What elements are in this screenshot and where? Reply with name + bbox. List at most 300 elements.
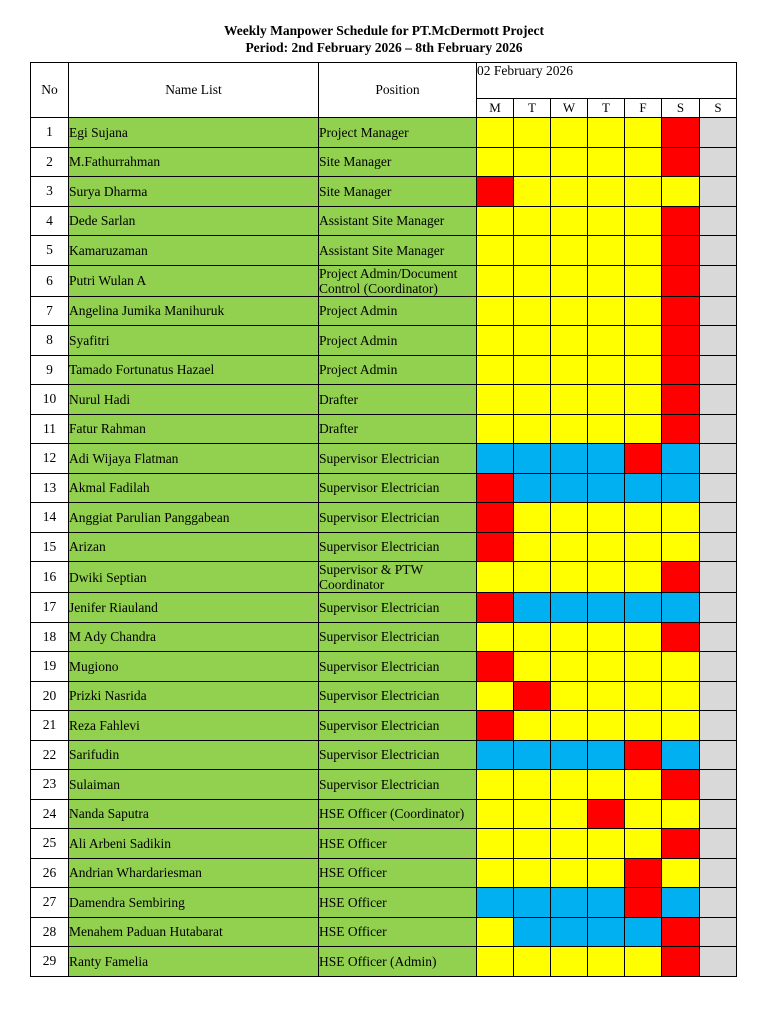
- row-number: 21: [31, 711, 69, 741]
- employee-position: Assistant Site Manager: [319, 236, 477, 266]
- row-number: 8: [31, 326, 69, 356]
- row-number: 9: [31, 355, 69, 385]
- day-cell-thu: [588, 118, 625, 148]
- day-cell-tue: [514, 444, 551, 474]
- day-cell-tue: [514, 326, 551, 356]
- employee-name: M Ady Chandra: [69, 622, 319, 652]
- row-number: 3: [31, 177, 69, 207]
- table-row: [31, 147, 737, 177]
- employee-position: HSE Officer: [319, 888, 477, 918]
- table-row: [31, 858, 737, 888]
- employee-position: Supervisor Electrician: [319, 622, 477, 652]
- day-cell-fri: [625, 593, 662, 623]
- day-cell-sat: [662, 147, 700, 177]
- employee-position: Supervisor Electrician: [319, 711, 477, 741]
- day-cell-tue: [514, 206, 551, 236]
- day-cell-thu: [588, 177, 625, 207]
- day-cell-thu: [588, 947, 625, 977]
- day-cell-fri: [625, 265, 662, 296]
- employee-name: Dwiki Septian: [69, 562, 319, 593]
- row-number: 22: [31, 740, 69, 770]
- row-number: 12: [31, 444, 69, 474]
- day-cell-sun: [700, 770, 737, 800]
- table-row: [31, 681, 737, 711]
- table-row: [31, 444, 737, 474]
- day-cell-sun: [700, 473, 737, 503]
- employee-name: Adi Wijaya Flatman: [69, 444, 319, 474]
- day-cell-wed: [551, 118, 588, 148]
- day-cell-sun: [700, 562, 737, 593]
- day-header-tue: T: [514, 98, 551, 117]
- day-cell-sun: [700, 858, 737, 888]
- day-cell-sat: [662, 593, 700, 623]
- day-cell-sun: [700, 326, 737, 356]
- day-cell-sun: [700, 177, 737, 207]
- day-cell-tue: [514, 236, 551, 266]
- day-header-thu: T: [588, 98, 625, 117]
- day-cell-fri: [625, 414, 662, 444]
- day-cell-sun: [700, 740, 737, 770]
- employee-name: Surya Dharma: [69, 177, 319, 207]
- day-cell-fri: [625, 473, 662, 503]
- day-cell-wed: [551, 917, 588, 947]
- employee-position: HSE Officer: [319, 858, 477, 888]
- day-header-wed: W: [551, 98, 588, 117]
- row-number: 27: [31, 888, 69, 918]
- day-cell-mon: [477, 265, 514, 296]
- day-cell-sun: [700, 681, 737, 711]
- day-cell-sun: [700, 888, 737, 918]
- day-cell-wed: [551, 236, 588, 266]
- employee-name: Putri Wulan A: [69, 265, 319, 296]
- day-cell-sat: [662, 177, 700, 207]
- day-cell-tue: [514, 355, 551, 385]
- table-row: [31, 532, 737, 562]
- day-cell-wed: [551, 503, 588, 533]
- employee-position: HSE Officer (Admin): [319, 947, 477, 977]
- day-cell-wed: [551, 770, 588, 800]
- day-cell-thu: [588, 147, 625, 177]
- day-cell-wed: [551, 681, 588, 711]
- day-cell-tue: [514, 799, 551, 829]
- day-cell-fri: [625, 503, 662, 533]
- day-cell-wed: [551, 265, 588, 296]
- day-cell-wed: [551, 206, 588, 236]
- employee-name: M.Fathurrahman: [69, 147, 319, 177]
- employee-name: Mugiono: [69, 652, 319, 682]
- day-header-mon: M: [477, 98, 514, 117]
- table-row: [31, 503, 737, 533]
- day-cell-tue: [514, 770, 551, 800]
- day-cell-wed: [551, 652, 588, 682]
- day-cell-sun: [700, 622, 737, 652]
- employee-position: Supervisor Electrician: [319, 740, 477, 770]
- day-cell-wed: [551, 829, 588, 859]
- table-row: [31, 652, 737, 682]
- row-number: 5: [31, 236, 69, 266]
- employee-name: Prizki Nasrida: [69, 681, 319, 711]
- row-number: 1: [31, 118, 69, 148]
- day-cell-sat: [662, 326, 700, 356]
- employee-name: Ranty Famelia: [69, 947, 319, 977]
- header-name-list: Name List: [69, 63, 319, 118]
- day-cell-sat: [662, 296, 700, 326]
- day-cell-thu: [588, 562, 625, 593]
- table-row: [31, 355, 737, 385]
- day-cell-tue: [514, 385, 551, 415]
- row-number: 24: [31, 799, 69, 829]
- day-cell-fri: [625, 177, 662, 207]
- day-cell-fri: [625, 652, 662, 682]
- day-cell-sat: [662, 829, 700, 859]
- day-cell-sat: [662, 503, 700, 533]
- day-cell-fri: [625, 711, 662, 741]
- day-cell-sat: [662, 444, 700, 474]
- table-row: [31, 265, 737, 296]
- row-number: 17: [31, 593, 69, 623]
- day-cell-sat: [662, 562, 700, 593]
- day-cell-wed: [551, 532, 588, 562]
- table-row: [31, 414, 737, 444]
- employee-name: Sarifudin: [69, 740, 319, 770]
- day-cell-wed: [551, 858, 588, 888]
- table-row: [31, 385, 737, 415]
- day-cell-sun: [700, 355, 737, 385]
- employee-position: Project Admin: [319, 326, 477, 356]
- day-cell-thu: [588, 711, 625, 741]
- day-cell-sat: [662, 740, 700, 770]
- employee-name: Anggiat Parulian Panggabean: [69, 503, 319, 533]
- day-cell-fri: [625, 326, 662, 356]
- employee-position: Drafter: [319, 385, 477, 415]
- day-cell-thu: [588, 770, 625, 800]
- day-cell-wed: [551, 947, 588, 977]
- employee-name: Fatur Rahman: [69, 414, 319, 444]
- day-cell-tue: [514, 593, 551, 623]
- day-cell-sat: [662, 473, 700, 503]
- day-cell-sun: [700, 118, 737, 148]
- day-cell-fri: [625, 206, 662, 236]
- day-cell-mon: [477, 236, 514, 266]
- day-cell-sun: [700, 532, 737, 562]
- table-row: [31, 829, 737, 859]
- day-cell-thu: [588, 917, 625, 947]
- employee-position: Supervisor Electrician: [319, 473, 477, 503]
- day-cell-sat: [662, 206, 700, 236]
- day-cell-tue: [514, 829, 551, 859]
- day-cell-mon: [477, 888, 514, 918]
- employee-position: Assistant Site Manager: [319, 206, 477, 236]
- employee-position: Project Manager: [319, 118, 477, 148]
- day-cell-thu: [588, 681, 625, 711]
- document-title: Weekly Manpower Schedule for PT.McDermott Project: [224, 23, 544, 38]
- day-cell-mon: [477, 473, 514, 503]
- employee-name: Jenifer Riauland: [69, 593, 319, 623]
- employee-position: Site Manager: [319, 177, 477, 207]
- employee-name: Egi Sujana: [69, 118, 319, 148]
- row-number: 23: [31, 770, 69, 800]
- day-cell-fri: [625, 770, 662, 800]
- day-cell-wed: [551, 711, 588, 741]
- day-cell-sat: [662, 770, 700, 800]
- employee-name: Damendra Sembiring: [69, 888, 319, 918]
- day-cell-wed: [551, 385, 588, 415]
- row-number: 29: [31, 947, 69, 977]
- day-cell-fri: [625, 385, 662, 415]
- day-cell-thu: [588, 532, 625, 562]
- employee-name: Arizan: [69, 532, 319, 562]
- employee-position: Project Admin: [319, 355, 477, 385]
- header-no: No: [31, 63, 69, 118]
- day-cell-tue: [514, 532, 551, 562]
- day-cell-sun: [700, 296, 737, 326]
- day-header-sun: S: [700, 98, 737, 117]
- day-cell-mon: [477, 147, 514, 177]
- day-cell-thu: [588, 236, 625, 266]
- day-cell-fri: [625, 118, 662, 148]
- employee-position: Supervisor & PTW Coordinator: [319, 562, 477, 593]
- table-row: [31, 177, 737, 207]
- day-cell-thu: [588, 593, 625, 623]
- day-cell-sat: [662, 917, 700, 947]
- day-cell-sat: [662, 265, 700, 296]
- schedule-body: [31, 118, 737, 977]
- day-cell-tue: [514, 118, 551, 148]
- row-number: 16: [31, 562, 69, 593]
- day-cell-thu: [588, 355, 625, 385]
- day-cell-sun: [700, 947, 737, 977]
- day-cell-mon: [477, 562, 514, 593]
- table-row: [31, 296, 737, 326]
- day-cell-tue: [514, 947, 551, 977]
- day-cell-mon: [477, 652, 514, 682]
- day-cell-sun: [700, 799, 737, 829]
- row-number: 7: [31, 296, 69, 326]
- day-cell-mon: [477, 711, 514, 741]
- day-cell-thu: [588, 622, 625, 652]
- day-cell-thu: [588, 326, 625, 356]
- day-cell-tue: [514, 858, 551, 888]
- day-cell-wed: [551, 740, 588, 770]
- day-cell-fri: [625, 532, 662, 562]
- day-cell-tue: [514, 917, 551, 947]
- employee-name: Kamaruzaman: [69, 236, 319, 266]
- day-cell-thu: [588, 414, 625, 444]
- day-cell-mon: [477, 740, 514, 770]
- day-cell-sun: [700, 414, 737, 444]
- table-row: [31, 118, 737, 148]
- day-cell-sat: [662, 799, 700, 829]
- employee-position: Supervisor Electrician: [319, 593, 477, 623]
- table-row: [31, 947, 737, 977]
- day-cell-mon: [477, 355, 514, 385]
- day-cell-tue: [514, 681, 551, 711]
- employee-name: Sulaiman: [69, 770, 319, 800]
- table-row: [31, 770, 737, 800]
- table-row: [31, 236, 737, 266]
- day-cell-wed: [551, 473, 588, 503]
- table-row: [31, 562, 737, 593]
- day-cell-sat: [662, 414, 700, 444]
- day-cell-tue: [514, 652, 551, 682]
- day-cell-sat: [662, 711, 700, 741]
- employee-position: Project Admin: [319, 296, 477, 326]
- document-period: Period: 2nd February 2026 – 8th February 2026: [245, 40, 523, 55]
- day-cell-sun: [700, 829, 737, 859]
- day-cell-sat: [662, 532, 700, 562]
- employee-name: Tamado Fortunatus Hazael: [69, 355, 319, 385]
- day-cell-sun: [700, 444, 737, 474]
- day-cell-mon: [477, 326, 514, 356]
- table-row: [31, 917, 737, 947]
- row-number: 26: [31, 858, 69, 888]
- row-number: 10: [31, 385, 69, 415]
- day-cell-mon: [477, 414, 514, 444]
- employee-position: HSE Officer (Coordinator): [319, 799, 477, 829]
- day-cell-sun: [700, 503, 737, 533]
- day-cell-mon: [477, 681, 514, 711]
- employee-position: HSE Officer: [319, 829, 477, 859]
- day-cell-fri: [625, 622, 662, 652]
- table-row: [31, 799, 737, 829]
- day-cell-thu: [588, 888, 625, 918]
- day-cell-tue: [514, 414, 551, 444]
- day-cell-mon: [477, 118, 514, 148]
- schedule-table: [30, 62, 737, 977]
- table-row: [31, 740, 737, 770]
- day-cell-fri: [625, 355, 662, 385]
- employee-name: Dede Sarlan: [69, 206, 319, 236]
- employee-position: HSE Officer: [319, 917, 477, 947]
- day-cell-sat: [662, 858, 700, 888]
- day-cell-wed: [551, 888, 588, 918]
- row-number: 2: [31, 147, 69, 177]
- day-cell-sat: [662, 385, 700, 415]
- day-cell-fri: [625, 147, 662, 177]
- day-cell-sun: [700, 236, 737, 266]
- day-cell-sun: [700, 593, 737, 623]
- day-cell-mon: [477, 503, 514, 533]
- day-cell-fri: [625, 562, 662, 593]
- day-cell-sat: [662, 355, 700, 385]
- header-row: [31, 63, 737, 99]
- day-header-fri: F: [625, 98, 662, 117]
- employee-name: Nanda Saputra: [69, 799, 319, 829]
- day-cell-mon: [477, 385, 514, 415]
- employee-name: Nurul Hadi: [69, 385, 319, 415]
- row-number: 28: [31, 917, 69, 947]
- day-cell-thu: [588, 385, 625, 415]
- employee-name: Menahem Paduan Hutabarat: [69, 917, 319, 947]
- day-cell-tue: [514, 622, 551, 652]
- employee-name: Angelina Jumika Manihuruk: [69, 296, 319, 326]
- employee-name: Reza Fahlevi: [69, 711, 319, 741]
- day-cell-tue: [514, 711, 551, 741]
- day-cell-mon: [477, 206, 514, 236]
- day-cell-mon: [477, 858, 514, 888]
- day-cell-wed: [551, 593, 588, 623]
- row-number: 25: [31, 829, 69, 859]
- employee-position: Project Admin/Document Control (Coordinator): [319, 265, 477, 296]
- day-cell-mon: [477, 947, 514, 977]
- day-cell-tue: [514, 296, 551, 326]
- employee-position: Drafter: [319, 414, 477, 444]
- day-cell-thu: [588, 652, 625, 682]
- day-cell-thu: [588, 503, 625, 533]
- day-cell-mon: [477, 622, 514, 652]
- day-cell-wed: [551, 562, 588, 593]
- day-cell-tue: [514, 147, 551, 177]
- day-cell-thu: [588, 740, 625, 770]
- employee-position: Supervisor Electrician: [319, 503, 477, 533]
- day-cell-wed: [551, 414, 588, 444]
- day-cell-fri: [625, 947, 662, 977]
- day-cell-fri: [625, 829, 662, 859]
- row-number: 14: [31, 503, 69, 533]
- employee-position: Supervisor Electrician: [319, 532, 477, 562]
- day-cell-mon: [477, 799, 514, 829]
- row-number: 13: [31, 473, 69, 503]
- day-cell-mon: [477, 296, 514, 326]
- day-cell-tue: [514, 473, 551, 503]
- day-cell-mon: [477, 593, 514, 623]
- table-row: [31, 473, 737, 503]
- day-cell-sat: [662, 888, 700, 918]
- day-cell-wed: [551, 799, 588, 829]
- day-cell-wed: [551, 177, 588, 207]
- day-cell-sat: [662, 947, 700, 977]
- day-cell-sat: [662, 622, 700, 652]
- day-cell-sat: [662, 652, 700, 682]
- header-week-date: 02 February 2026: [477, 63, 737, 99]
- day-cell-wed: [551, 326, 588, 356]
- day-cell-wed: [551, 622, 588, 652]
- day-cell-sun: [700, 265, 737, 296]
- day-cell-wed: [551, 355, 588, 385]
- day-cell-tue: [514, 503, 551, 533]
- employee-name: Ali Arbeni Sadikin: [69, 829, 319, 859]
- employee-name: Andrian Whardariesman: [69, 858, 319, 888]
- table-row: [31, 593, 737, 623]
- employee-position: Supervisor Electrician: [319, 652, 477, 682]
- day-cell-mon: [477, 829, 514, 859]
- day-cell-thu: [588, 799, 625, 829]
- day-cell-tue: [514, 177, 551, 207]
- day-cell-mon: [477, 177, 514, 207]
- day-cell-sat: [662, 118, 700, 148]
- day-cell-thu: [588, 296, 625, 326]
- day-cell-sun: [700, 147, 737, 177]
- day-cell-tue: [514, 562, 551, 593]
- day-cell-wed: [551, 444, 588, 474]
- day-cell-mon: [477, 444, 514, 474]
- table-row: [31, 622, 737, 652]
- row-number: 20: [31, 681, 69, 711]
- day-cell-fri: [625, 858, 662, 888]
- day-cell-wed: [551, 147, 588, 177]
- day-cell-sun: [700, 206, 737, 236]
- day-cell-sat: [662, 681, 700, 711]
- day-cell-wed: [551, 296, 588, 326]
- row-number: 4: [31, 206, 69, 236]
- day-cell-thu: [588, 829, 625, 859]
- day-cell-fri: [625, 799, 662, 829]
- day-cell-mon: [477, 917, 514, 947]
- day-header-sat: S: [662, 98, 700, 117]
- day-cell-tue: [514, 265, 551, 296]
- employee-position: Supervisor Electrician: [319, 444, 477, 474]
- day-cell-mon: [477, 770, 514, 800]
